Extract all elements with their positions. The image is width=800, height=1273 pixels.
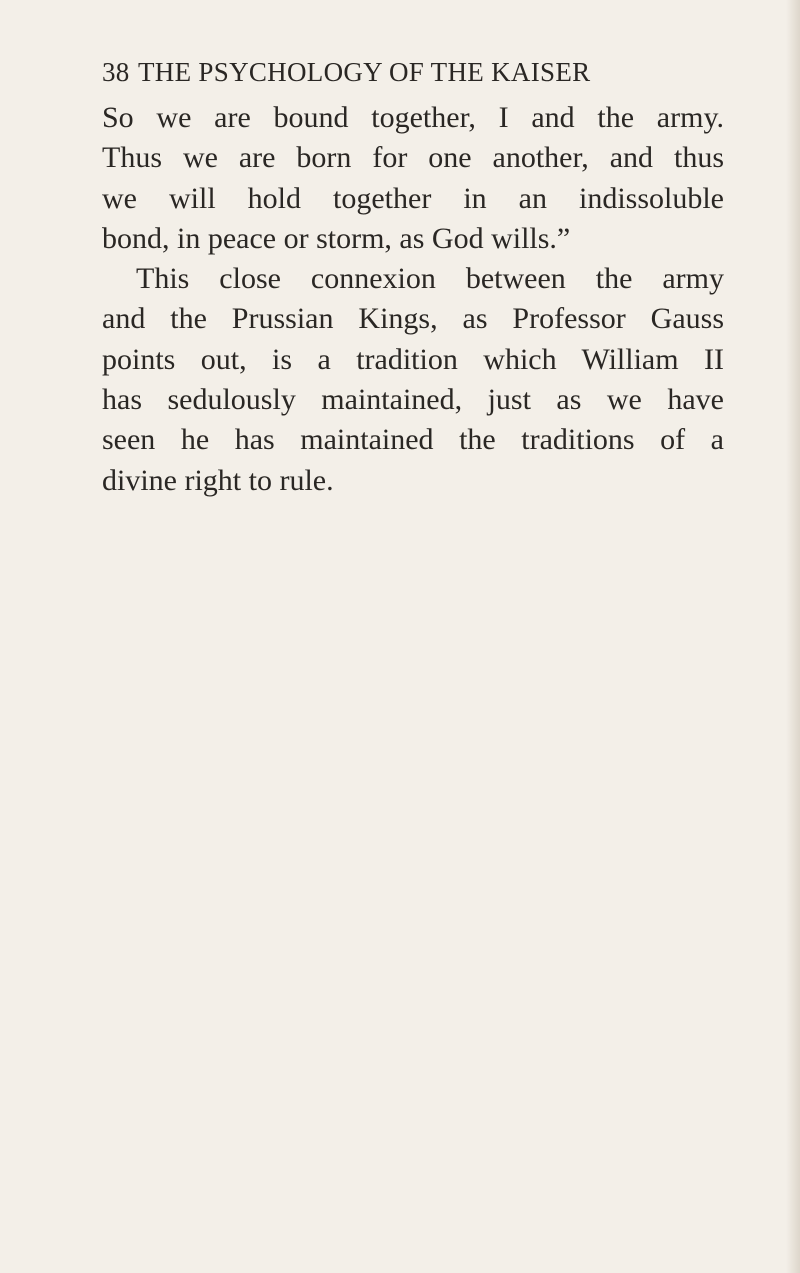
text-line: points out, is a tradition which William II <box>102 342 724 376</box>
running-head <box>102 54 722 90</box>
text-line: bond, in peace or storm, as God wills.” <box>102 221 571 255</box>
text-line: seen he has maintained the traditions of a <box>102 423 724 457</box>
text-line: So we are bound together, I and the army. <box>102 101 724 134</box>
text-line: and the Prussian Kings, as Professor Gauss <box>102 302 724 336</box>
text-line: we will hold together in an indissoluble <box>102 181 724 215</box>
running-head-title: THE PSYCHOLOGY OF THE KAISER <box>138 57 591 87</box>
text-line: has sedulously maintained, just as we have <box>102 383 724 417</box>
page-edge-shadow <box>786 0 800 1273</box>
paragraph-first-line: This close connexion between the army <box>136 262 724 296</box>
page-number: 38 <box>102 57 130 87</box>
text-line: Thus we are born for one another, and thus <box>102 141 724 175</box>
body-text <box>102 98 724 501</box>
text-line: divine right to rule. <box>102 463 334 497</box>
